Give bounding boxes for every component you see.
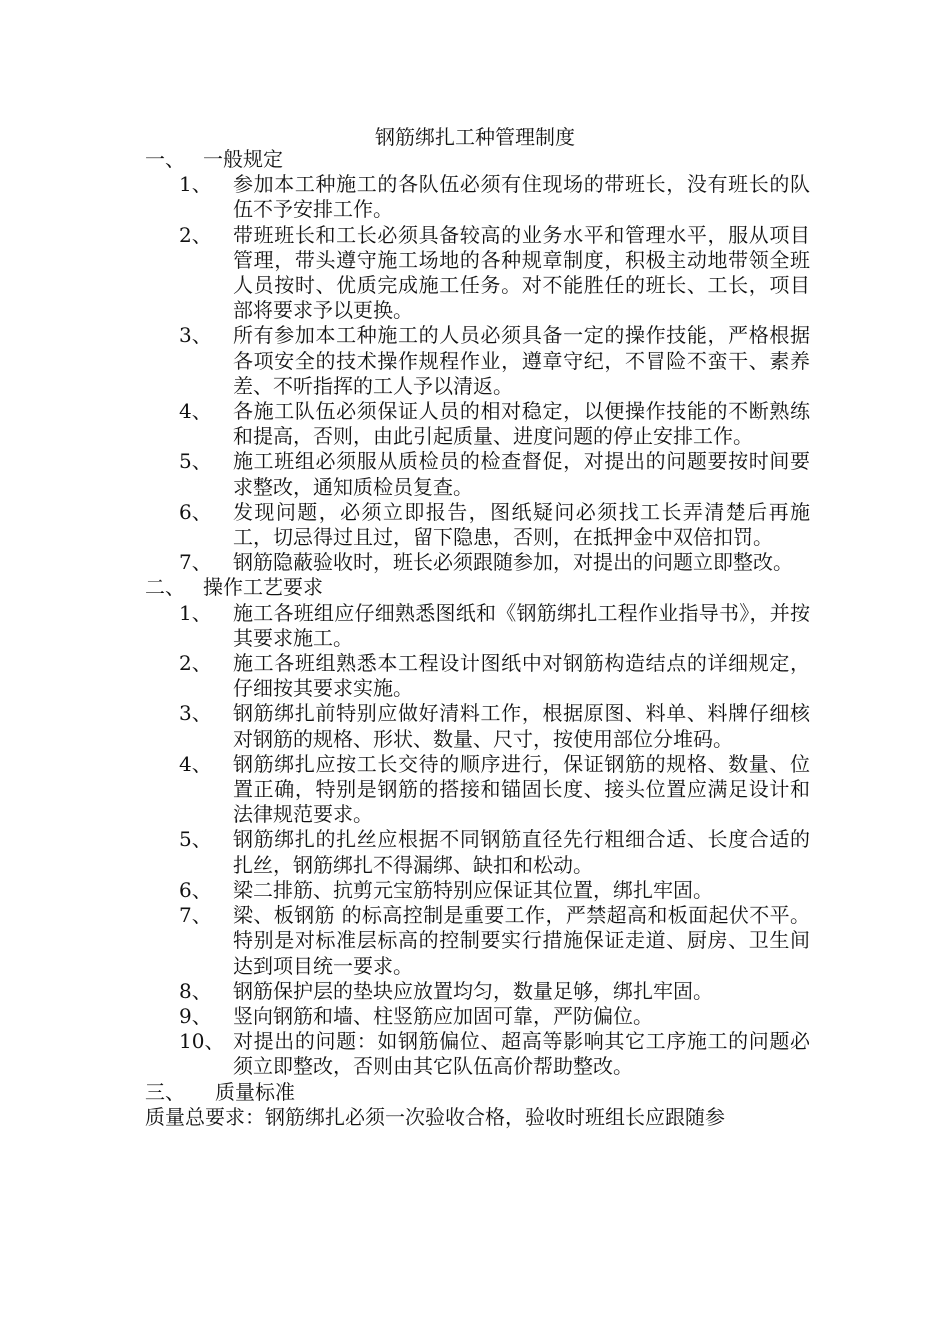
section-heading-2 (145, 575, 810, 600)
list-item (145, 449, 810, 499)
list-item (145, 903, 810, 979)
list-item (145, 601, 810, 651)
document-body (145, 147, 810, 1130)
item-number: 3、 (179, 323, 212, 348)
list-item (145, 1004, 810, 1029)
list-item (145, 223, 810, 324)
item-number: 1、 (179, 172, 212, 197)
section-title: 质量标准 (215, 1079, 295, 1104)
item-number: 5、 (179, 449, 212, 474)
document-title: 钢筋绑扎工种管理制度 (375, 125, 575, 149)
list-item (145, 323, 810, 399)
item-number: 5、 (179, 827, 212, 852)
item-text: 参加本工种施工的各队伍必须有住现场的带班长，没有班长的队伍不予安排工作。 (233, 172, 810, 222)
item-number: 1、 (179, 600, 212, 625)
section-title: 一般规定 (203, 147, 283, 171)
list-item (145, 701, 810, 751)
item-number: 10、 (179, 1029, 225, 1054)
item-number: 6、 (179, 877, 212, 902)
section-heading-3 (145, 1080, 810, 1105)
list-item (145, 550, 810, 575)
item-number: 2、 (179, 222, 212, 247)
item-number: 7、 (179, 550, 212, 575)
item-text: 各施工队伍必须保证人员的相对稳定，以便操作技能的不断熟练和提高，否则，由此引起质量、进度问题的停止安排工作。 (233, 399, 810, 449)
section-number: 一、 (145, 147, 185, 171)
item-number: 6、 (179, 499, 212, 524)
list-item (145, 979, 810, 1004)
section-number: 二、 (145, 575, 185, 600)
item-text: 带班班长和工长必须具备较高的业务水平和管理水平，服从项目管理，带头遵守施工场地的各种规章制度，积极主动地带领全班人员按时、优质完成施工任务。对不能胜任的班长、工长，项目部将要求予以更换。 (233, 222, 810, 323)
item-text: 所有参加本工种施工的人员必须具备一定的操作技能，严格根据各项安全的技术操作规程作业，遵章守纪，不冒险不蛮干、素养差、不听指挥的工人予以清返。 (233, 323, 810, 398)
list-item (145, 827, 810, 877)
closing-paragraph: 质量总要求：钢筋绑扎必须一次验收合格，验收时班组长应跟随参 (145, 1104, 725, 1129)
section-heading-1 (145, 147, 810, 172)
item-number: 7、 (179, 903, 212, 928)
item-text: 钢筋绑扎的扎丝应根据不同钢筋直径先行粗细合适、长度合适的扎丝，钢筋绑扎不得漏绑、缺扣和松动。 (233, 827, 810, 877)
item-text: 梁、板钢筋 的标高控制是重要工作，严禁超高和板面起伏不平。特别是对标准层标高的控制要实行措施保证走道、厨房、卫生间达到项目统一要求。 (233, 903, 810, 978)
list-item (145, 752, 810, 828)
item-number: 9、 (179, 1003, 212, 1028)
list-item (145, 172, 810, 222)
item-text: 钢筋保护层的垫块应放置均匀，数量足够，绑扎牢固。 (233, 978, 713, 1003)
item-text: 钢筋绑扎前特别应做好清料工作，根据原图、料单、料牌仔细核对钢筋的规格、形状、数量、尺寸，按使用部位分堆码。 (233, 701, 810, 751)
section-title: 操作工艺要求 (203, 575, 323, 600)
section-number: 三、 (145, 1079, 185, 1104)
list-item (145, 1029, 810, 1079)
list-item (145, 878, 810, 903)
item-text: 施工各班组熟悉本工程设计图纸中对钢筋构造结点的详细规定，仔细按其要求实施。 (233, 651, 810, 701)
list-item (145, 651, 810, 701)
item-number: 4、 (179, 399, 212, 424)
item-number: 2、 (179, 651, 212, 676)
item-number: 3、 (179, 701, 212, 726)
item-text: 对提出的问题：如钢筋偏位、超高等影响其它工序施工的问题必须立即整改，否则由其它队伍高价帮助整改。 (233, 1029, 810, 1079)
item-text: 发现问题，必须立即报告，图纸疑问必须找工长弄清楚后再施工，切忌得过且过，留下隐患，否则，在抵押金中双倍扣罚。 (233, 499, 810, 550)
list-item (145, 500, 810, 550)
item-text: 竖向钢筋和墙、柱竖筋应加固可靠，严防偏位。 (233, 1003, 653, 1028)
item-text: 施工各班组应仔细熟悉图纸和《钢筋绑扎工程作业指导书》，并按其要求施工。 (233, 600, 810, 650)
item-text: 钢筋绑扎应按工长交待的顺序进行，保证钢筋的规格、数量、位置正确，特别是钢筋的搭接和锚固长度、接头位置应满足设计和法律规范要求。 (233, 751, 810, 827)
item-number: 4、 (179, 751, 212, 776)
item-text: 钢筋隐蔽验收时，班长必须跟随参加，对提出的问题立即整改。 (233, 550, 793, 575)
item-text: 施工班组必须服从质检员的检查督促，对提出的问题要按时间要求整改，通知质检员复查。 (233, 449, 810, 499)
list-item (145, 399, 810, 449)
item-number: 8、 (179, 978, 212, 1003)
item-text: 梁二排筋、抗剪元宝筋特别应保证其位置，绑扎牢固。 (233, 877, 713, 902)
